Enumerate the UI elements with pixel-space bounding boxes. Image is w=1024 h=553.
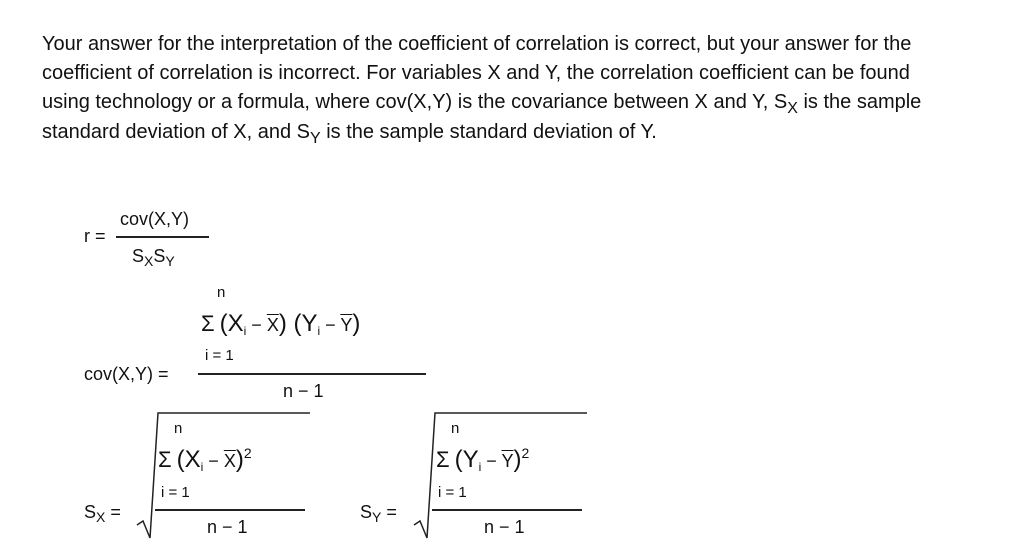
sy-term-sub: i bbox=[478, 460, 482, 474]
formula-sy-denominator: n − 1 bbox=[484, 517, 525, 537]
formula-sy-lower-limit: i = 1 bbox=[438, 484, 467, 501]
formula-sx-denominator: n − 1 bbox=[207, 517, 248, 537]
sy-term-minus: − bbox=[481, 451, 502, 471]
sx-exponent: 2 bbox=[243, 445, 252, 461]
sy-term-close: ) bbox=[513, 446, 522, 473]
sx-lhs-eq: = bbox=[105, 502, 121, 522]
cov-term2-open: (Y bbox=[286, 310, 318, 337]
cov-term1-close: ) bbox=[278, 310, 287, 337]
feedback-sx-subscript: X bbox=[787, 100, 798, 117]
feedback-text-1: Your answer for the interpretation of the coefficient of correlation is correct, but your answer for the coefficient of correlation is incorrect. For variables X and Y, the correlation coefficient can be found using technology or a formula, where cov(X,Y) is the covariance between X and Y, S bbox=[42, 33, 912, 113]
formula-sx-upper-limit: n bbox=[174, 420, 183, 437]
sigma-icon: Σ bbox=[436, 447, 450, 472]
formula-r-lhs: r = bbox=[84, 226, 106, 246]
sx-lhs-sub: X bbox=[96, 509, 106, 525]
cov-term1-minus: − bbox=[246, 315, 267, 335]
sx-term-close: ) bbox=[235, 446, 244, 473]
cov-term1-xbar: $\overline{X}$ bbox=[266, 315, 279, 335]
den-sub1: X bbox=[144, 253, 154, 269]
feedback-text-2: is the sample standard deviation of X, and S bbox=[42, 91, 922, 143]
sx-term-xbar: $\overline{X}$ bbox=[223, 451, 236, 471]
sy-exponent: 2 bbox=[521, 445, 530, 461]
sx-lhs-s: S bbox=[84, 502, 97, 522]
den-s2: S bbox=[153, 246, 166, 266]
sy-lhs-sub: Y bbox=[372, 509, 382, 525]
sx-term-open: (X bbox=[176, 446, 201, 473]
sy-term-ybar: $\overline{Y}$ bbox=[501, 451, 514, 471]
formula-cov-upper-limit: n bbox=[217, 284, 226, 301]
den-sub2: Y bbox=[165, 253, 175, 269]
cov-term1-open: (X bbox=[219, 310, 244, 337]
formula-sy-numerator bbox=[436, 446, 529, 474]
feedback-sy-subscript: Y bbox=[309, 130, 321, 147]
sy-lhs-eq: = bbox=[381, 502, 397, 522]
sx-term-minus: − bbox=[203, 451, 224, 471]
formula-sx-lower-limit: i = 1 bbox=[161, 484, 190, 501]
cov-term2-close: ) bbox=[352, 310, 361, 337]
sigma-icon: Σ bbox=[158, 447, 172, 472]
formula-cov-lower-limit: i = 1 bbox=[205, 347, 234, 364]
formula-sy-upper-limit: n bbox=[451, 420, 460, 437]
cov-term2-ybar: $\overline{Y}$ bbox=[340, 315, 353, 335]
cov-term2-sub: i bbox=[317, 324, 321, 338]
sigma-icon: Σ bbox=[201, 311, 215, 336]
formula-sy-fraction-line bbox=[432, 509, 582, 511]
formula-cov-lhs: cov(X,Y) = bbox=[84, 364, 169, 384]
feedback-text-3: is the sample standard deviation of Y. bbox=[320, 121, 657, 143]
formula-r-numerator: cov(X,Y) bbox=[120, 209, 190, 229]
formula-cov-denominator: n − 1 bbox=[283, 381, 324, 401]
sy-term-open: (Y bbox=[454, 446, 479, 473]
sy-lhs-s: S bbox=[360, 502, 373, 522]
cov-term1-sub: i bbox=[243, 324, 247, 338]
cov-term2-minus: − bbox=[320, 315, 341, 335]
den-s1: S bbox=[132, 246, 145, 266]
sx-term-sub: i bbox=[200, 460, 204, 474]
